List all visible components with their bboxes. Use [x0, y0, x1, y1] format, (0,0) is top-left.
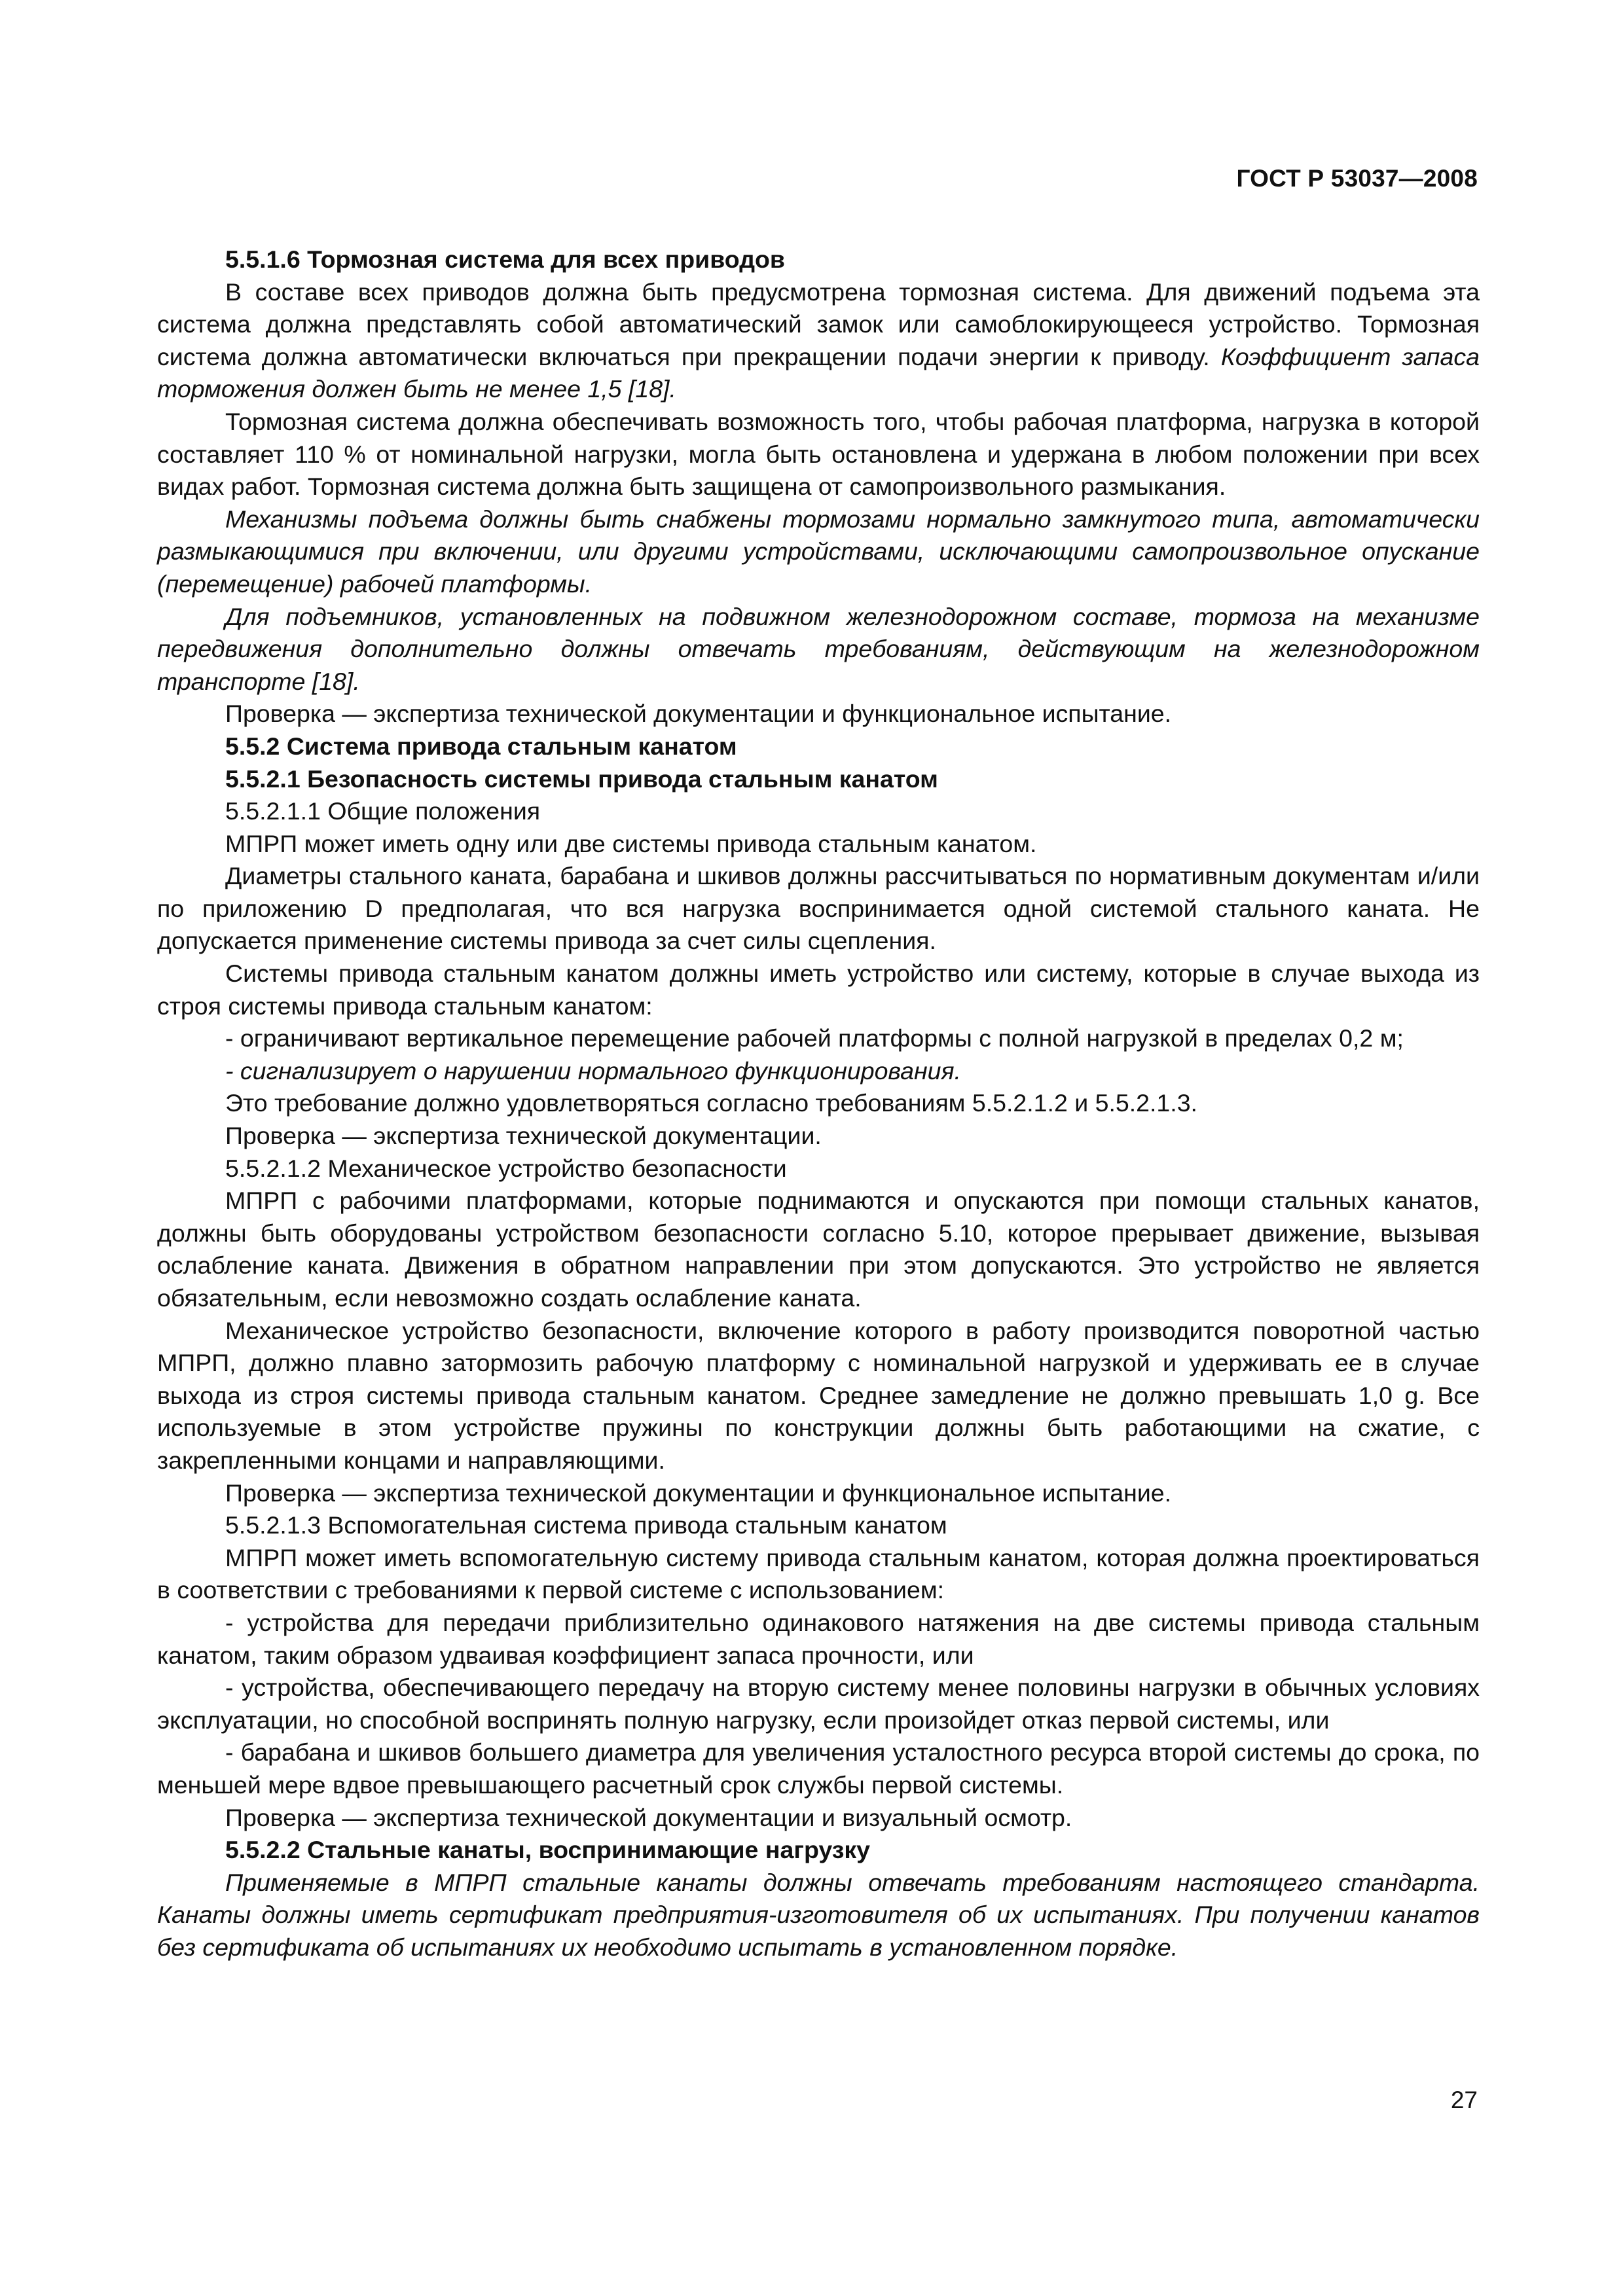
list-item: - ограничивают вертикальное перемещение рабочей платформы с полной нагрузкой в пределах 0,2 м;: [225, 1024, 1404, 1052]
verification-note: Проверка — экспертиза технической документации и визуальный осмотр.: [225, 1803, 1072, 1831]
paragraph: Тормозная система должна обеспечивать возможность того, чтобы рабочая платформа, нагрузка в которой составляет 110 % от номинальной нагрузки, могла быть остановлена и удержана в любом положении при всех видах работ. Тормозная система должна быть защищена от самопроизвольного размыкания.: [157, 407, 1480, 501]
document-code: ГОСТ Р 53037—2008: [1236, 165, 1478, 192]
paragraph: Механическое устройство безопасности, включение которого в работу производится поворотной частью МПРП, должно плавно затормозить рабочую платформу с номинальной нагрузкой и удерживать ее в случае выхода из строя системы привода стальным канатом. Среднее замедление не должно превышать 1,0 g. Все используемые в этом устройстве пружины по конструкции должны быть работающими на сжатие, с закрепленными концами и направляющими.: [157, 1316, 1480, 1474]
subsection-heading-5-5-2-1-2: 5.5.2.1.2 Механическое устройство безопасности: [225, 1154, 787, 1182]
verification-note: Проверка — экспертиза технической документации.: [225, 1122, 822, 1150]
list-item-italic: - сигнализирует о нарушении нормального функционирования.: [225, 1056, 961, 1085]
paragraph-italic: Механизмы подъема должны быть снабжены тормозами нормально замкнутого типа, автоматически размыкающимися при включении, или другими устройствами, исключающими самопроизвольное опускание (перемещение) рабочей платформы.: [157, 505, 1480, 598]
verification-note: Проверка — экспертиза технической документации и функциональное испытание.: [225, 1479, 1172, 1507]
verification-note: Проверка — экспертиза технической документации и функциональное испытание.: [225, 700, 1172, 728]
subsection-heading-5-5-2-1-1: 5.5.2.1.1 Общие положения: [225, 797, 541, 825]
paragraph: Диаметры стального каната, барабана и шкивов должны рассчитываться по нормативным документам и/или по приложению D предполагая, что вся нагрузка воспринимается одной системой стального каната. Не допускается применение системы привода за счет силы сцепления.: [157, 862, 1480, 955]
paragraph: МПРП с рабочими платформами, которые поднимаются и опускаются при помощи стальных канатов, должны быть оборудованы устройством безопасности согласно 5.10, которое прерывает движение, вызывая ослабление каната. Движения в обратном направлении при этом допускаются. Это устройство не является обязательным, если невозможно создать ослабление каната.: [157, 1187, 1480, 1312]
paragraph: Это требование должно удовлетворяться согласно требованиям 5.5.2.1.2 и 5.5.2.1.3.: [225, 1089, 1197, 1117]
page-body: [157, 243, 1480, 1964]
paragraph-text: В составе всех приводов должна быть предусмотрена тормозная система. Для движений подъема эта система должна представлять собой автоматический замок или самоблокирующееся устройство. Тормозная система должна автоматически включаться при прекращении подачи энергии к приводу.: [157, 278, 1480, 370]
section-heading-5-5-2-2: 5.5.2.2 Стальные канаты, воспринимающие нагрузку: [225, 1836, 870, 1864]
paragraph: МПРП может иметь вспомогательную систему привода стальным канатом, которая должна проектироваться в соответствии с требованиями к первой системе с использованием:: [157, 1543, 1480, 1604]
list-item: - устройства, обеспечивающего передачу на вторую систему менее половины нагрузки в обычных условиях эксплуатации, но способной воспринять полную нагрузку, если произойдет отказ первой системы, или: [157, 1674, 1480, 1734]
section-heading-5-5-1-6: 5.5.1.6 Тормозная система для всех приводов: [225, 245, 785, 273]
paragraph-italic: Для подъемников, установленных на подвижном железнодорожном составе, тормоза на механизме передвижения дополнительно должны отвечать требованиям, действующим на железнодорожном транспорте [18].: [157, 602, 1480, 695]
paragraph: [157, 276, 1480, 406]
section-heading-5-5-2: 5.5.2 Система привода стальным канатом: [225, 732, 737, 760]
list-item: - барабана и шкивов большего диаметра для увеличения усталостного ресурса второй системы до срока, по меньшей мере вдвое превышающего расчетный срок службы первой системы.: [157, 1738, 1480, 1799]
page-number: 27: [1450, 2087, 1478, 2113]
paragraph: Системы привода стальным канатом должны иметь устройство или систему, которые в случае выхода из строя системы привода стальным канатом:: [157, 960, 1480, 1020]
paragraph: МПРП может иметь одну или две системы привода стальным канатом.: [225, 829, 1037, 857]
list-item: - устройства для передачи приблизительно одинакового натяжения на две системы привода стальным канатом, таким образом удваивая коэффициент запаса прочности, или: [157, 1608, 1480, 1669]
subsection-heading-5-5-2-1-3: 5.5.2.1.3 Вспомогательная система привода стальным канатом: [225, 1511, 947, 1539]
paragraph-italic: Применяемые в МПРП стальные канаты должны отвечать требованиям настоящего стандарта. Канаты должны иметь сертификат предприятия-изготовителя об их испытаниях. При получении канатов без сертификата об испытаниях их необходимо испытать в установленном порядке.: [157, 1868, 1480, 1961]
section-heading-5-5-2-1: 5.5.2.1 Безопасность системы привода стальным канатом: [225, 764, 938, 793]
paragraph-italic-text: Коэффициент запаса торможения должен быть не менее 1,5 [18].: [157, 342, 1480, 403]
